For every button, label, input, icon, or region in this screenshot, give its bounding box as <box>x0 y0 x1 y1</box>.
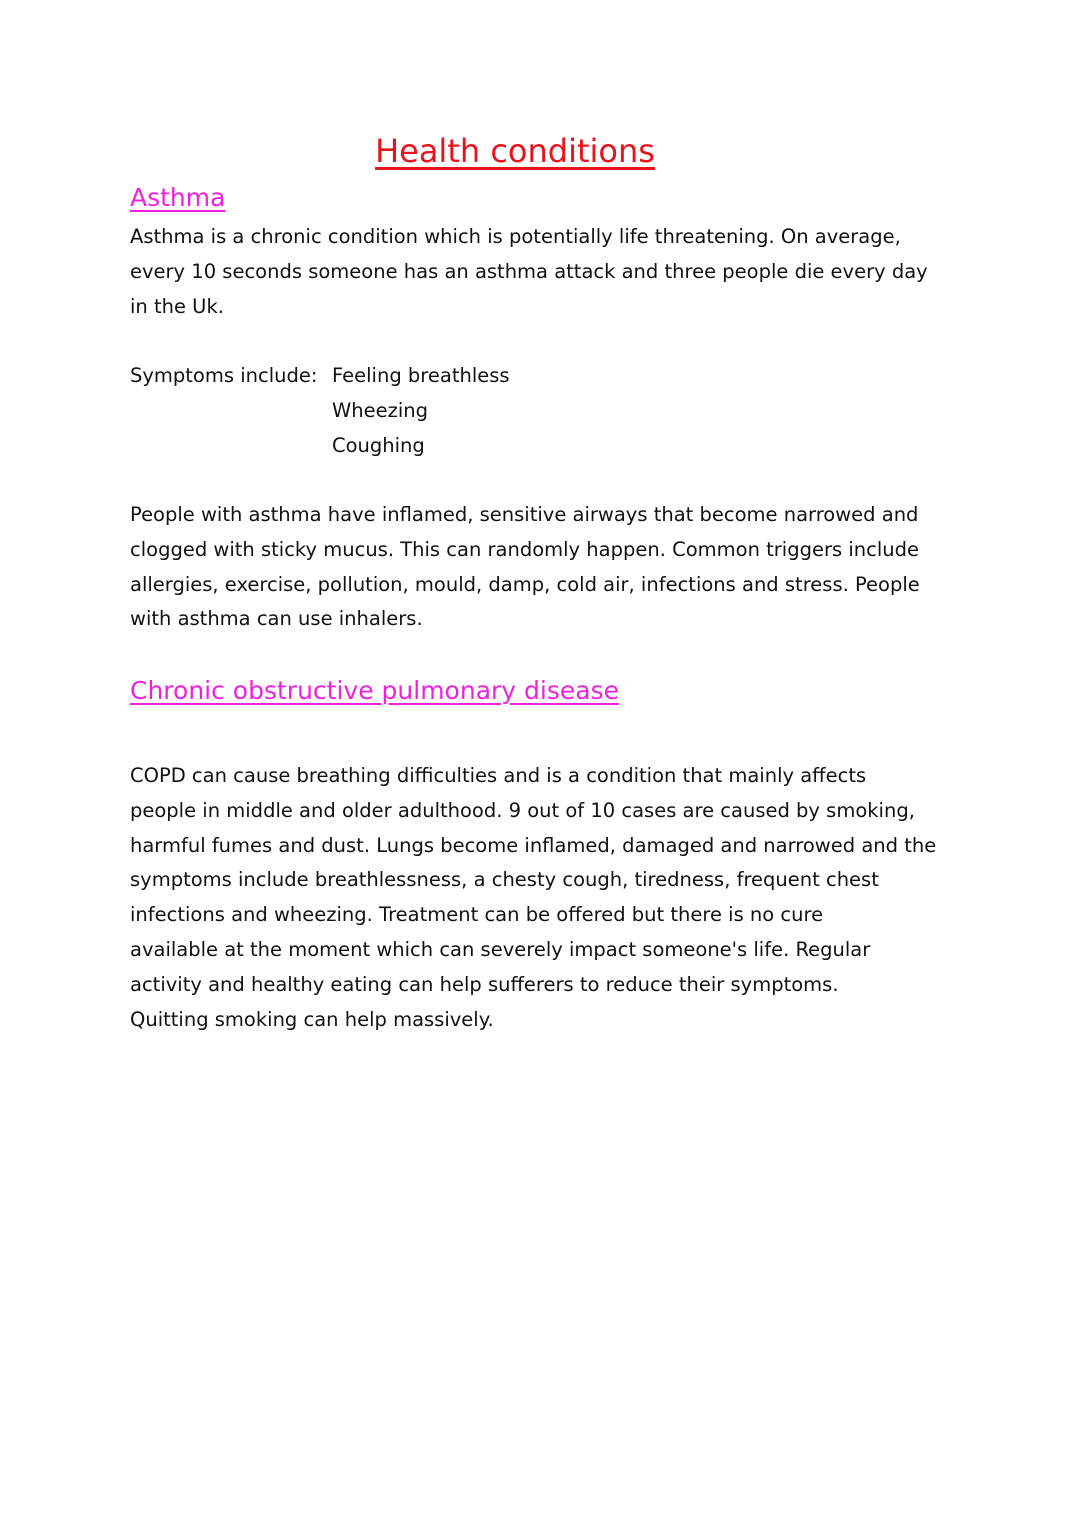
symptoms-list <box>130 359 510 463</box>
text-line: people in middle and older adulthood. 9 out of 10 cases are caused by smoking, <box>130 798 915 822</box>
text-line: every 10 seconds someone has an asthma attack and three people die every day <box>130 259 928 283</box>
asthma-detail <box>130 498 920 637</box>
asthma-heading: Asthma <box>130 183 226 212</box>
page-title: Health conditions <box>375 132 655 170</box>
symptoms-label: Symptoms include: <box>130 364 318 387</box>
text-line: COPD can cause breathing difficulties and is a condition that mainly affects <box>130 764 867 787</box>
text-line: activity and healthy eating can help sufferers to reduce their symptoms. <box>130 972 839 996</box>
text-line: with asthma can use inhalers. <box>130 607 423 631</box>
copd-heading: Chronic obstructive pulmonary disease <box>130 676 619 705</box>
text-line: People with asthma have inflamed, sensitive airways that become narrowed and <box>130 503 919 526</box>
text-line: available at the moment which can severely impact someone's life. Regular <box>130 937 871 961</box>
text-line: clogged with sticky mucus. This can randomly happen. Common triggers include <box>130 537 919 561</box>
text-line: Quitting smoking can help massively. <box>130 1007 494 1031</box>
text-line: in the Uk. <box>130 294 224 318</box>
text-line: symptoms include breathlessness, a chesty cough, tiredness, frequent chest <box>130 868 879 892</box>
copd-paragraph <box>130 759 936 1037</box>
text-line: Asthma is a chronic condition which is potentially life threatening. On average, <box>130 225 901 248</box>
text-line: infections and wheezing. Treatment can be offered but there is no cure <box>130 903 824 927</box>
symptom-item: Feeling breathless <box>332 364 510 387</box>
symptom-item: Wheezing <box>332 398 429 422</box>
text-line: allergies, exercise, pollution, mould, damp, cold air, infections and stress. People <box>130 572 920 596</box>
symptom-item: Coughing <box>332 433 425 457</box>
text-line: harmful fumes and dust. Lungs become inflamed, damaged and narrowed and the <box>130 833 937 857</box>
asthma-intro <box>130 220 928 324</box>
